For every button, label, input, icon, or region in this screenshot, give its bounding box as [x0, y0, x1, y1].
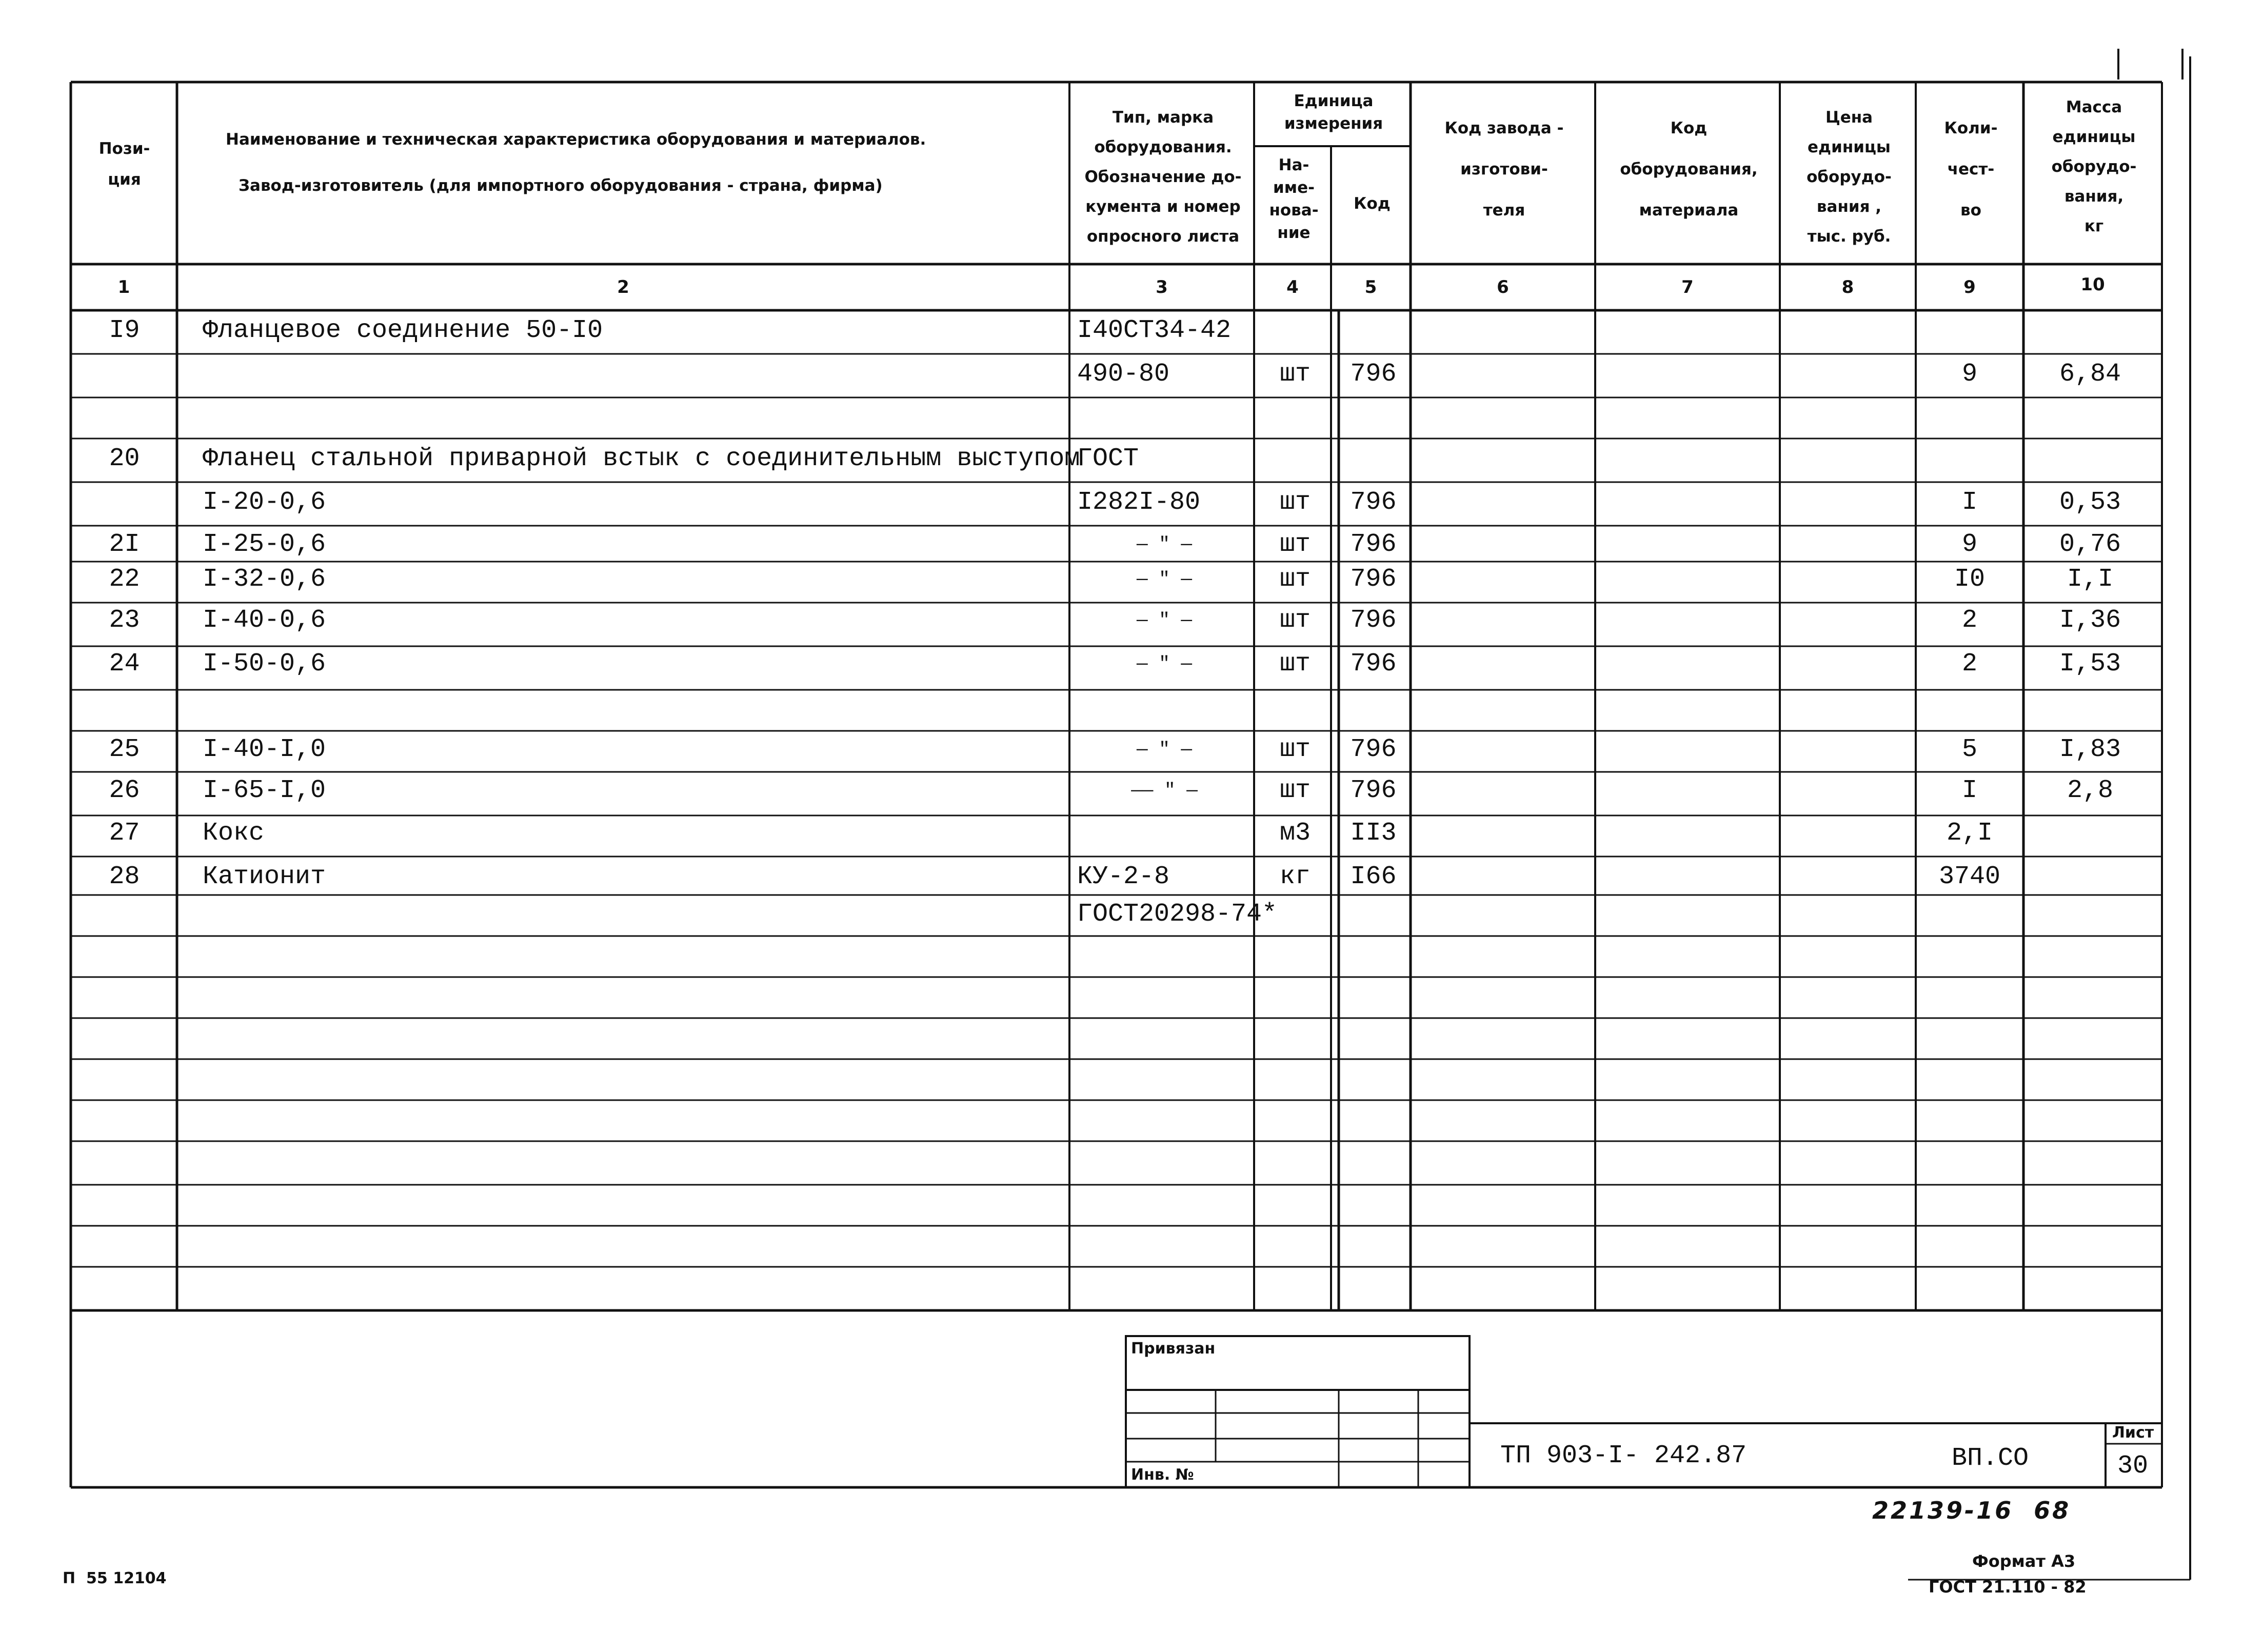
header-quantity: Коли- чест- во	[1944, 119, 1998, 220]
sheet-number: 30	[2117, 1451, 2149, 1481]
cell-mass: 2,8	[2067, 776, 2113, 805]
cell-qty: 5	[1961, 735, 1977, 764]
column-number: 2	[617, 277, 629, 297]
cell-pos: 28	[109, 862, 140, 891]
column-number: 9	[1963, 277, 1976, 297]
cell-mass: I,83	[2059, 735, 2121, 764]
cell-name: Фланцевое соединение 50-I0	[203, 316, 603, 345]
column-number: 6	[1497, 277, 1509, 297]
cell-mass: I,53	[2059, 649, 2121, 679]
sheet-label: Лист	[2112, 1424, 2154, 1442]
cell-pos: 20	[109, 444, 140, 473]
header-equipment-code: Код оборудования, материала	[1620, 119, 1758, 220]
cell-name: I-32-0,6	[203, 565, 326, 594]
cell-doc: — " —	[1136, 610, 1193, 631]
cell-pos: I9	[109, 316, 140, 345]
cell-doc: КУ-2-8	[1077, 862, 1170, 891]
header-plant-code: Код завода - изготови- теля	[1444, 119, 1564, 220]
header-unit-price: Цена единицы оборудо- вания , тыс. руб.	[1807, 108, 1892, 246]
document-section: ВП.СО	[1952, 1444, 2029, 1473]
cell-unit: шт	[1279, 360, 1311, 389]
header-unit-mass: Масса единицы оборудо- вания, кг	[2051, 98, 2137, 235]
cell-unit: шт	[1279, 530, 1311, 559]
cell-unit: шт	[1279, 565, 1311, 594]
column-number: 7	[1681, 277, 1694, 297]
footer-left-code: П 55 12104	[63, 1569, 167, 1587]
header-name-line1: Наименование и техническая характеристика оборудования и материалов.	[226, 130, 926, 149]
cell-code: I66	[1350, 862, 1397, 891]
cell-name: I-40-I,0	[203, 735, 326, 764]
header-name-line2: Завод-изготовитель (для импортного оборудования - страна, фирма)	[239, 176, 883, 195]
cell-unit: шт	[1279, 735, 1311, 764]
cell-mass: I,36	[2059, 606, 2121, 635]
cell-mass: 6,84	[2059, 360, 2121, 389]
column-number: 4	[1286, 277, 1299, 297]
cell-name: I-40-0,6	[203, 606, 326, 635]
cell-unit: шт	[1279, 606, 1311, 635]
cell-name: Кокс	[203, 819, 265, 848]
cell-unit: шт	[1279, 488, 1311, 517]
cell-name: Катионит	[203, 862, 326, 891]
cell-doc: — " —	[1136, 653, 1193, 674]
cell-qty: 2	[1961, 649, 1977, 679]
cell-name: I-50-0,6	[203, 649, 326, 679]
cell-doc: I282I-80	[1077, 488, 1201, 517]
cell-doc: — " —	[1136, 534, 1193, 555]
column-number: 5	[1364, 277, 1377, 297]
header-position: Пози- ция	[98, 140, 150, 189]
cell-code: 796	[1350, 488, 1397, 517]
format-label: Формат А3	[1972, 1551, 2076, 1571]
cell-code: 796	[1350, 649, 1397, 679]
cell-qty: 2	[1961, 606, 1977, 635]
cell-pos: 25	[109, 735, 140, 764]
cell-unit: м3	[1279, 819, 1311, 848]
cell-code: 796	[1350, 530, 1397, 559]
cell-unit: шт	[1279, 776, 1311, 805]
cell-name: I-20-0,6	[203, 488, 326, 517]
cell-pos: 27	[109, 819, 140, 848]
cell-code: 796	[1350, 565, 1397, 594]
cell-doc: — " —	[1136, 569, 1193, 590]
cell-qty: 2,I	[1946, 819, 1993, 848]
cell-doc: ГОСТ	[1077, 444, 1139, 473]
cell-doc: 490-80	[1077, 360, 1170, 389]
cell-name: I-65-I,0	[203, 776, 326, 805]
cell-code: 796	[1350, 606, 1397, 635]
cell-qty: 9	[1961, 360, 1977, 389]
document-designation: ТП 903-I- 242.87	[1500, 1441, 1747, 1470]
cell-pos: 23	[109, 606, 140, 635]
cell-name: Фланец стальной приварной встык с соединительным выступом	[203, 444, 1080, 473]
column-number: 3	[1156, 277, 1168, 297]
cell-unit: шт	[1279, 649, 1311, 679]
cell-mass: 0,76	[2059, 530, 2121, 559]
column-number: 8	[1841, 277, 1854, 297]
cell-mass: 0,53	[2059, 488, 2121, 517]
cell-doc: —— " —	[1131, 780, 1198, 801]
cell-code: 796	[1350, 360, 1397, 389]
cell-doc: I40CT34-42	[1077, 316, 1232, 345]
cell-qty: I	[1961, 776, 1977, 805]
cell-qty: 3740	[1938, 862, 2001, 891]
cell-pos: 2I	[109, 530, 140, 559]
cell-pos: 22	[109, 565, 140, 594]
header-unit-group-label: Единица измерения	[1284, 92, 1383, 133]
cell-qty: I	[1961, 488, 1977, 517]
column-number: 10	[2080, 274, 2105, 295]
cell-pos: 26	[109, 776, 140, 805]
cell-doc: — " —	[1136, 739, 1193, 760]
cell-pos: 24	[109, 649, 140, 679]
column-number: 1	[117, 277, 130, 297]
handwritten-number: 22139-16 68	[1872, 1497, 2071, 1524]
stamp-inv-number: Инв. №	[1131, 1466, 1194, 1484]
cell-code: 796	[1350, 776, 1397, 805]
header-type-doc: Тип, марка оборудования. Обозначение до- кумента и номер опросного листа	[1084, 108, 1242, 246]
gost-label: ГОСТ 21.110 - 82	[1929, 1577, 2087, 1597]
stamp-privyazan: Привязан	[1131, 1340, 1216, 1358]
cell-qty: I0	[1954, 565, 1985, 594]
cell-name: I-25-0,6	[203, 530, 326, 559]
cell-code: II3	[1350, 819, 1397, 848]
header-unit-name: На- име- нова- ние	[1269, 156, 1319, 242]
header-unit-code: Код	[1354, 194, 1391, 213]
cell-unit: кг	[1279, 862, 1311, 891]
cell-code: 796	[1350, 735, 1397, 764]
cell-mass: I,I	[2067, 565, 2113, 594]
cell-qty: 9	[1961, 530, 1977, 559]
cell-doc: ГОСТ20298-74*	[1077, 900, 1278, 929]
